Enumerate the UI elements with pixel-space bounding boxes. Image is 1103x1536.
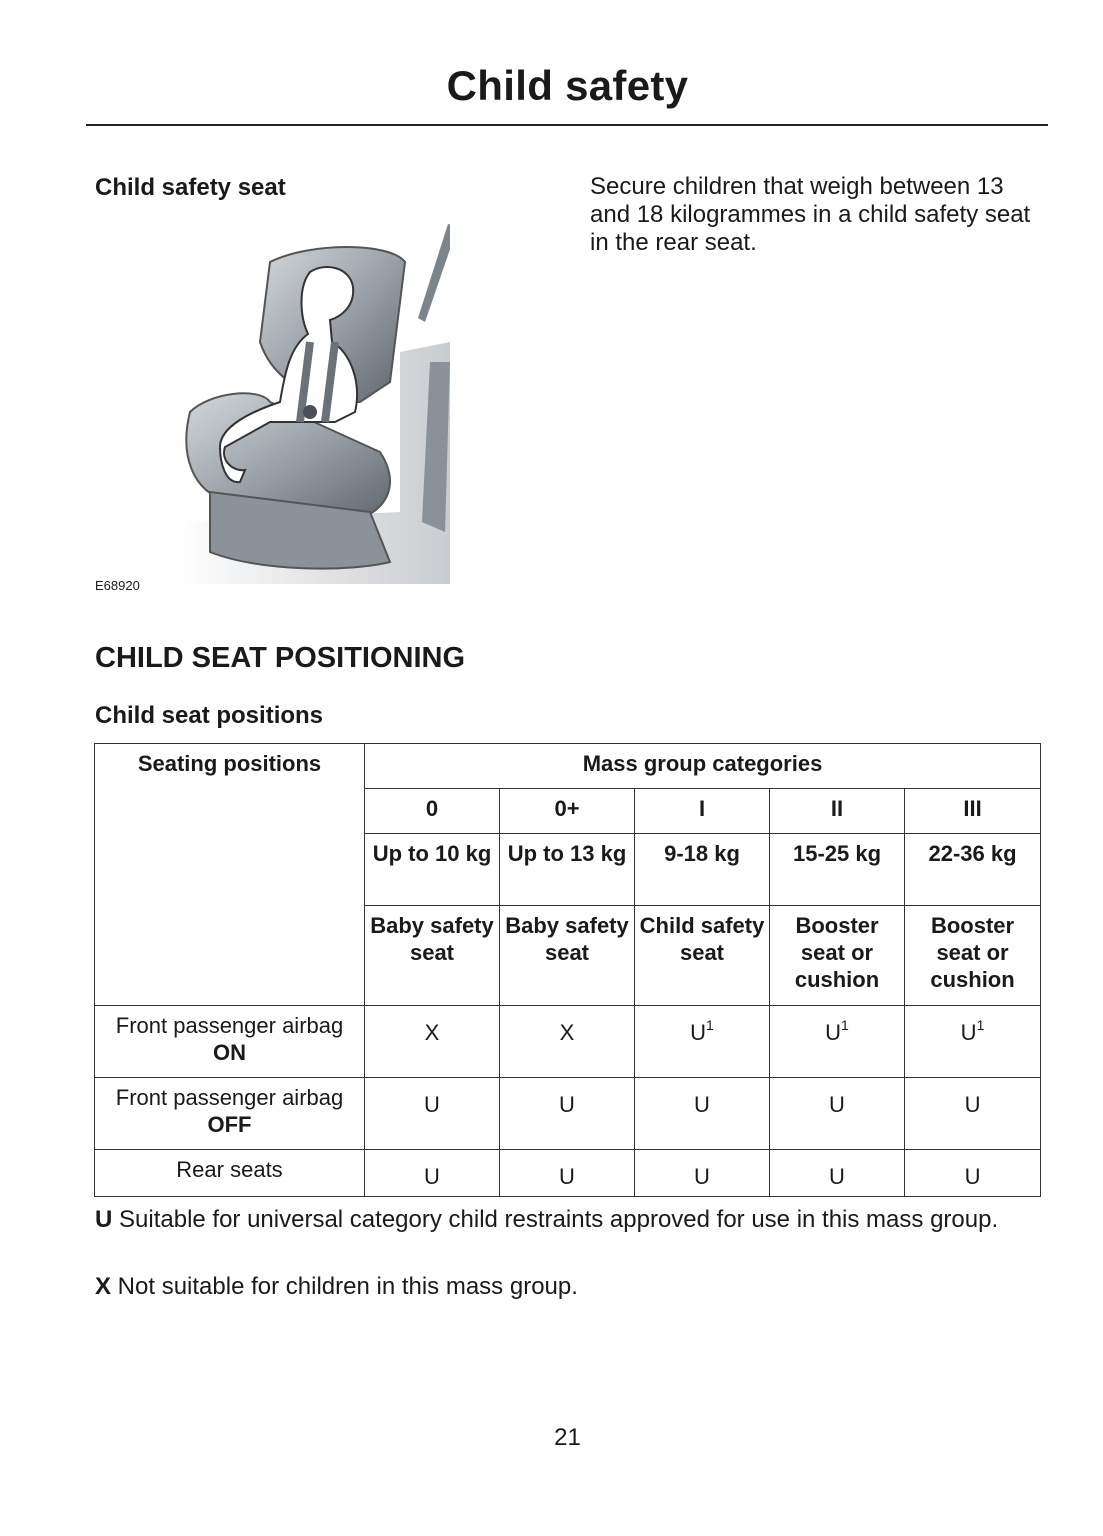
table-cell: U [635, 1078, 770, 1150]
table-row [95, 1078, 1041, 1150]
page-number: 21 [554, 1424, 581, 1451]
table-cell: U [500, 1150, 635, 1197]
page-title: Child safety [446, 62, 689, 109]
group-range: 9-18 kg [635, 834, 770, 906]
table-row [95, 1150, 1041, 1197]
mass-groups-header: Mass group categories [365, 744, 1041, 789]
table-cell: U [770, 1150, 905, 1197]
group-code: I [635, 789, 770, 834]
table-cell: $U^1$ [905, 1006, 1041, 1078]
group-seat-type: Baby safety seat [365, 906, 500, 1006]
figure-code: E68920 [95, 578, 140, 593]
row-label: Rear seats [95, 1150, 365, 1197]
intro-paragraph: Secure children that weigh between 13 and 18 kilogrammes in a child safety seat in the rear seat. [590, 173, 1031, 256]
group-range: Up to 10 kg [365, 834, 500, 906]
child-seat-illustration [150, 222, 450, 584]
group-seat-type: Baby safety seat [500, 906, 635, 1006]
legend-not-suitable: X Not suitable for children in this mass group. [95, 1273, 578, 1300]
group-code: II [770, 789, 905, 834]
table-cell: U [905, 1150, 1041, 1197]
group-code: 0+ [500, 789, 635, 834]
table-cell: U [365, 1150, 500, 1197]
table-cell: $U^1$ [770, 1006, 905, 1078]
group-range: 22-36 kg [905, 834, 1041, 906]
seating-positions-header: Seating positions [95, 744, 365, 1006]
group-seat-type: Child safety seat [635, 906, 770, 1006]
group-code: III [905, 789, 1041, 834]
child-seat-table [94, 743, 1041, 1197]
table-cell: X [365, 1006, 500, 1078]
table-cell: $U^1$ [635, 1006, 770, 1078]
group-seat-type: Booster seat or cushion [905, 906, 1041, 1006]
table-cell: U [770, 1078, 905, 1150]
legend-universal: U Suitable for universal category child restraints approved for use in this mass group. [95, 1206, 999, 1233]
group-code: 0 [365, 789, 500, 834]
section-heading: Child safety seat [95, 174, 286, 201]
positions-subheading: Child seat positions [95, 702, 324, 729]
positioning-heading: CHILD SEAT POSITIONING [95, 642, 466, 674]
title-divider [86, 124, 1048, 126]
table-cell: U [905, 1078, 1041, 1150]
group-range: 15-25 kg [770, 834, 905, 906]
table-cell: X [500, 1006, 635, 1078]
table-cell: U [635, 1150, 770, 1197]
row-label: Front passenger airbag ON [95, 1006, 365, 1078]
group-range: Up to 13 kg [500, 834, 635, 906]
row-label: Front passenger airbag OFF [95, 1078, 365, 1150]
table-cell: U [500, 1078, 635, 1150]
table-cell: U [365, 1078, 500, 1150]
table-row [95, 1006, 1041, 1078]
group-seat-type: Booster seat or cushion [770, 906, 905, 1006]
